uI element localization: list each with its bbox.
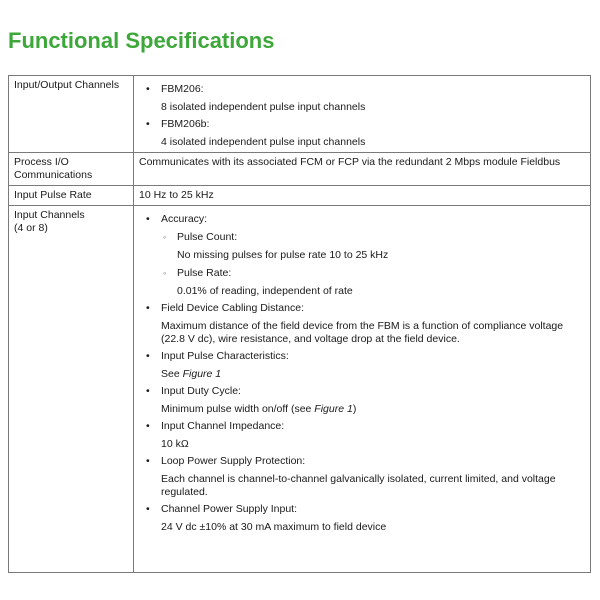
list-item-detail: 8 isolated independent pulse input channels bbox=[161, 101, 366, 113]
bullet-icon: • bbox=[146, 503, 150, 515]
bullet-icon: • bbox=[146, 118, 150, 130]
row-value-pulse-rate: 10 Hz to 25 kHz bbox=[134, 186, 591, 206]
table-row bbox=[9, 186, 591, 206]
row-value-io-channels bbox=[134, 76, 591, 153]
page-title: Functional Specifications bbox=[8, 28, 275, 53]
sub-bullet-icon: ◦ bbox=[163, 268, 167, 278]
row-label-process-io: Process I/O Communications bbox=[9, 153, 134, 186]
row-label-io-channels: Input/Output Channels bbox=[9, 76, 134, 153]
list-item-detail: 4 isolated independent pulse input channels bbox=[161, 136, 366, 148]
list-item-detail: Each channel is channel-to-channel galvanically isolated, current limited, and voltage regulated. bbox=[161, 473, 556, 498]
table-row bbox=[9, 153, 591, 186]
bullet-icon: • bbox=[146, 385, 150, 397]
figure-reference: Figure 1 bbox=[314, 403, 353, 415]
list-item: • FBM206b: bbox=[146, 118, 210, 130]
figure-reference: Figure 1 bbox=[182, 368, 222, 380]
list-item-detail: 24 V dc ±10% at 30 mA maximum to field device bbox=[161, 521, 387, 533]
table-row bbox=[9, 76, 591, 153]
sub-bullet-icon: ◦ bbox=[163, 232, 167, 242]
list-item: • Input Channel Impedance: bbox=[146, 420, 285, 432]
list-item: • Input Pulse Characteristics: bbox=[146, 350, 289, 362]
table-row bbox=[9, 206, 591, 573]
bullet-icon: • bbox=[146, 83, 150, 95]
list-item-detail: 10 kΩ bbox=[161, 438, 189, 450]
bullet-icon: • bbox=[146, 420, 150, 432]
list-item-detail: See Figure 1 bbox=[161, 368, 222, 380]
sub-list-item: ◦ Pulse Rate: bbox=[163, 267, 232, 279]
row-label-input-channels: Input Channels (4 or 8) bbox=[9, 206, 134, 573]
list-item: • Input Duty Cycle: bbox=[146, 385, 241, 397]
sub-list-item-detail: No missing pulses for pulse rate 10 to 25 kHz bbox=[177, 249, 389, 261]
bullet-icon: • bbox=[146, 302, 150, 314]
sub-list-item-detail: 0.01% of reading, independent of rate bbox=[177, 285, 353, 297]
functional-specifications-table bbox=[8, 75, 591, 573]
row-label-pulse-rate: Input Pulse Rate bbox=[9, 186, 134, 206]
bullet-icon: • bbox=[146, 350, 150, 362]
list-item: • Accuracy: bbox=[146, 213, 208, 225]
row-value-process-io: Communicates with its associated FCM or FCP via the redundant 2 Mbps module Fieldbus bbox=[134, 153, 591, 186]
list-item: • FBM206: bbox=[146, 83, 204, 95]
list-item: • Loop Power Supply Protection: bbox=[146, 455, 306, 467]
list-item-detail: Minimum pulse width on/off (see Figure 1) bbox=[161, 403, 357, 415]
list-item-detail: Maximum distance of the field device from the FBM is a function of compliance voltage (22.8 V dc), wire resistance, and voltage drop at the field device. bbox=[161, 320, 564, 345]
bullet-icon: • bbox=[146, 455, 150, 467]
sub-list-item: ◦ Pulse Count: bbox=[163, 231, 238, 243]
list-item: • Channel Power Supply Input: bbox=[146, 503, 298, 515]
row-value-input-channels bbox=[134, 206, 591, 573]
list-item: • Field Device Cabling Distance: bbox=[146, 302, 304, 314]
bullet-icon: • bbox=[146, 213, 150, 225]
